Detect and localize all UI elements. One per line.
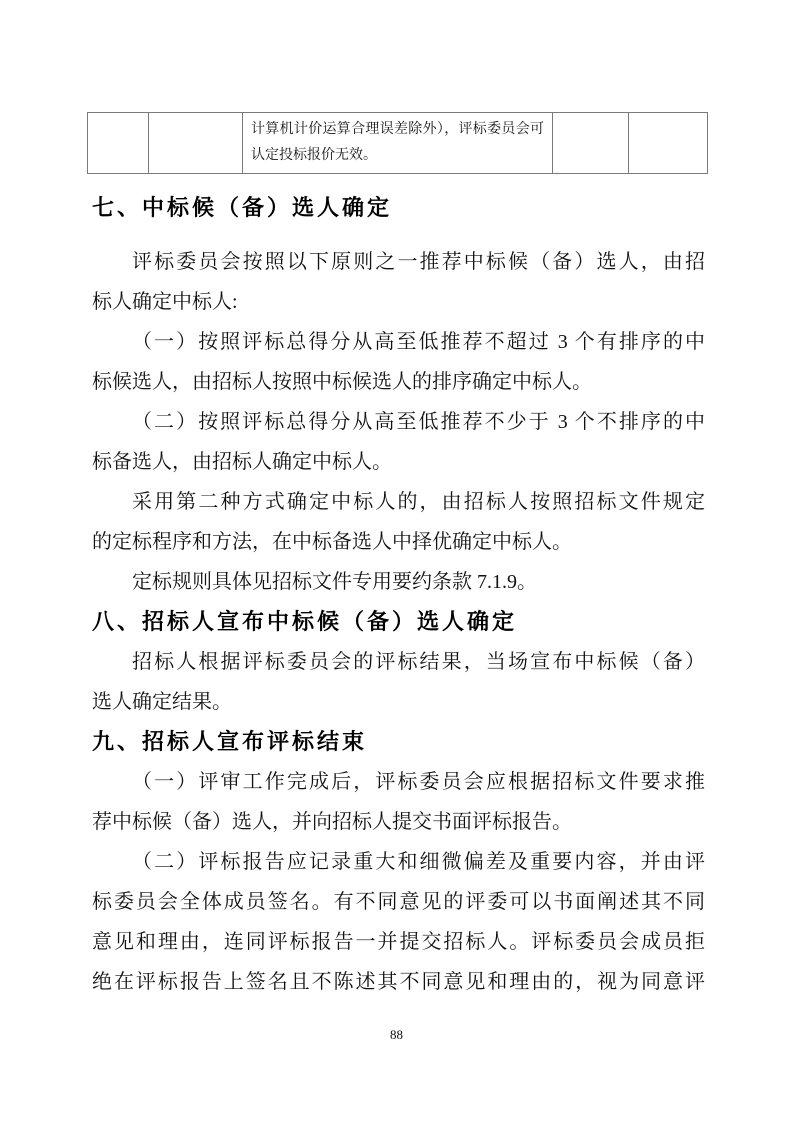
paragraph-line: （二）评标报告应记录重大和细微偏差及重要内容，并由评 (132, 851, 705, 873)
paragraph-line: 评标委员会按照以下原则之一推荐中标候（备）选人，由招 (132, 251, 705, 273)
paragraph-line: （一）按照评标总得分从高至低推荐不超过 3 个有排序的中 (132, 331, 705, 353)
table-row (88, 113, 708, 174)
document-body (92, 112, 705, 1002)
paragraph-line: （一）评审工作完成后，评标委员会应根据招标文件要求推 (132, 771, 705, 793)
section-heading-seven: 七、中标候（备）选人确定 (92, 195, 393, 220)
paragraph (92, 322, 705, 402)
paragraph (92, 562, 705, 602)
paragraph-line: 荐中标候（备）选人，并向招标人提交书面评标报告。 (92, 811, 572, 833)
paragraph (92, 842, 705, 1002)
bid-evaluation-table-fragment (87, 112, 708, 174)
table-cell-empty (629, 113, 708, 174)
paragraph-line: （二）按照评标总得分从高至低推荐不少于 3 个不排序的中 (132, 411, 705, 433)
paragraph-line: 标候选人，由招标人按照中标候选人的排序确定中标人。 (92, 371, 592, 393)
paragraph-line: 标委员会全体成员签名。有不同意见的评委可以书面阐述其不同 (92, 891, 705, 913)
table-cell-empty (149, 113, 243, 174)
paragraph-line: 选人确定结果。 (92, 691, 232, 713)
paragraph-line: 标人确定中标人: (92, 291, 238, 313)
table-cell-empty (553, 113, 629, 174)
paragraph-line: 定标规则具体见招标文件专用要约条款 7.1.9。 (132, 571, 537, 593)
table-cell-note: 计算机计价运算合理误差除外），评标委员会可认定投标报价无效。 (243, 113, 553, 174)
paragraph (92, 482, 705, 562)
paragraph-line: 绝在评标报告上签名且不陈述其不同意见和理由的，视为同意评 (92, 971, 705, 993)
paragraph-line: 采用第二种方式确定中标人的，由招标人按照招标文件规定 (132, 491, 705, 513)
paragraph-line: 的定标程序和方法，在中标备选人中择优确定中标人。 (92, 531, 572, 553)
section-heading-nine: 九、招标人宣布评标结束 (92, 729, 368, 754)
paragraph (92, 642, 705, 722)
table-cell-empty (88, 113, 149, 174)
page-number: 88 (390, 1027, 403, 1042)
section-heading-eight: 八、招标人宣布中标候（备）选人确定 (92, 609, 518, 634)
paragraph-line: 意见和理由，连同评标报告一并提交招标人。评标委员会成员拒 (92, 931, 705, 953)
paragraph (92, 402, 705, 482)
paragraph-line: 招标人根据评标委员会的评标结果，当场宣布中标候（备） (132, 651, 705, 673)
paragraph (92, 242, 705, 322)
paragraph (92, 762, 705, 842)
paragraph-line: 标备选人，由招标人确定中标人。 (92, 451, 392, 473)
